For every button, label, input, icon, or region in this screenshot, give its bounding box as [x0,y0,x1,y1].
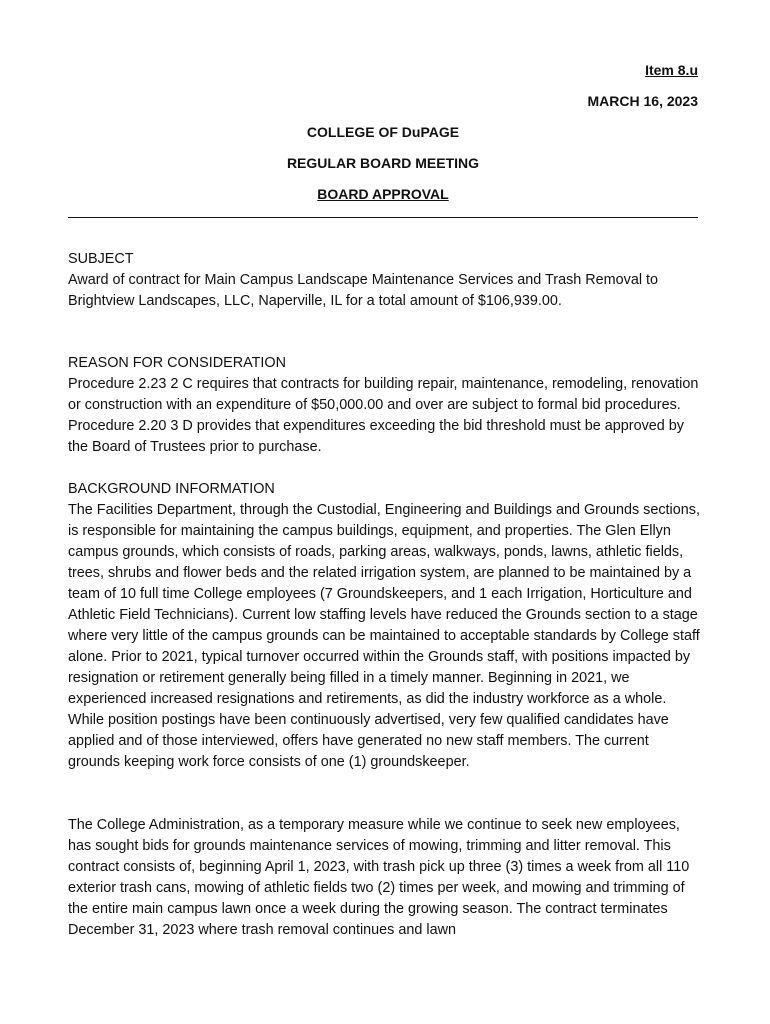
reason-text: Procedure 2.23 2 C requires that contracts for building repair, maintenance, remodeling, renovation or construction with an expenditure of $50,000.00 and over are subject to formal bid procedures. Procedure 2.20 3 D provides that expenditures exceeding the bid threshold must be approved by the Board of Trustees prior to purchase. [68,376,699,455]
item-number: Item 8.u [645,62,698,78]
reason-section [68,353,700,458]
meeting-title: REGULAR BOARD MEETING [286,155,480,171]
institution-name: COLLEGE OF DuPAGE [306,124,460,140]
subject-text: Award of contract for Main Campus Landscape Maintenance Services and Trash Removal to Brightview Landscapes, LLC, Naperville, IL for a total amount of $106,939.00. [68,272,659,309]
background-heading: BACKGROUND INFORMATION [68,481,275,497]
subject-heading: SUBJECT [68,251,134,267]
subject-section [68,249,700,312]
reason-heading: REASON FOR CONSIDERATION [68,355,287,371]
action-title: BOARD APPROVAL [317,186,449,202]
header-divider [68,217,698,218]
background-section [68,479,700,773]
background-text: The Facilities Department, through the Custodial, Engineering and Buildings and Grounds sections, is responsible for maintaining the campus buildings, equipment, and properties. The Glen Ellyn campus grounds, which consists of roads, parking areas, walkways, ponds, lawns, athletic fields, trees, shrubs and flower beds and the related irrigation system, are planned to be maintained by a team of 10 full time College employees (7 Groundskeepers, and 1 each Irrigation, Horticulture and Athletic Field Technicians). Current low staffing levels have reduced the Grounds section to a stage where very little of the campus grounds can be maintained to acceptable standards by College staff alone. Prior to 2021, typical turnover occurred within the Grounds staff, with positions impacted by resignation or retirement generally being filled in a timely manner. Beginning in 2021, we experienced increased resignations and retirements, as did the industry workforce as a whole. While position postings have been continuously advertised, very few qualified candidates have applied and of those interviewed, offers have generated no new staff members. The current grounds keeping work force consists of one (1) groundskeeper. [68,502,700,770]
meeting-date: MARCH 16, 2023 [587,93,698,109]
administration-section [68,815,700,941]
administration-text: The College Administration, as a temporary measure while we continue to seek new employees, has sought bids for grounds maintenance services of mowing, trimming and litter removal. This contract consists of, beginning April 1, 2023, with trash pick up three (3) times a week from all 110 exterior trash cans, mowing of athletic fields two (2) times per week, and mowing and trimming of the entire main campus lawn once a week during the growing season. The contract terminates December 31, 2023 where trash removal continues and lawn [68,817,690,938]
